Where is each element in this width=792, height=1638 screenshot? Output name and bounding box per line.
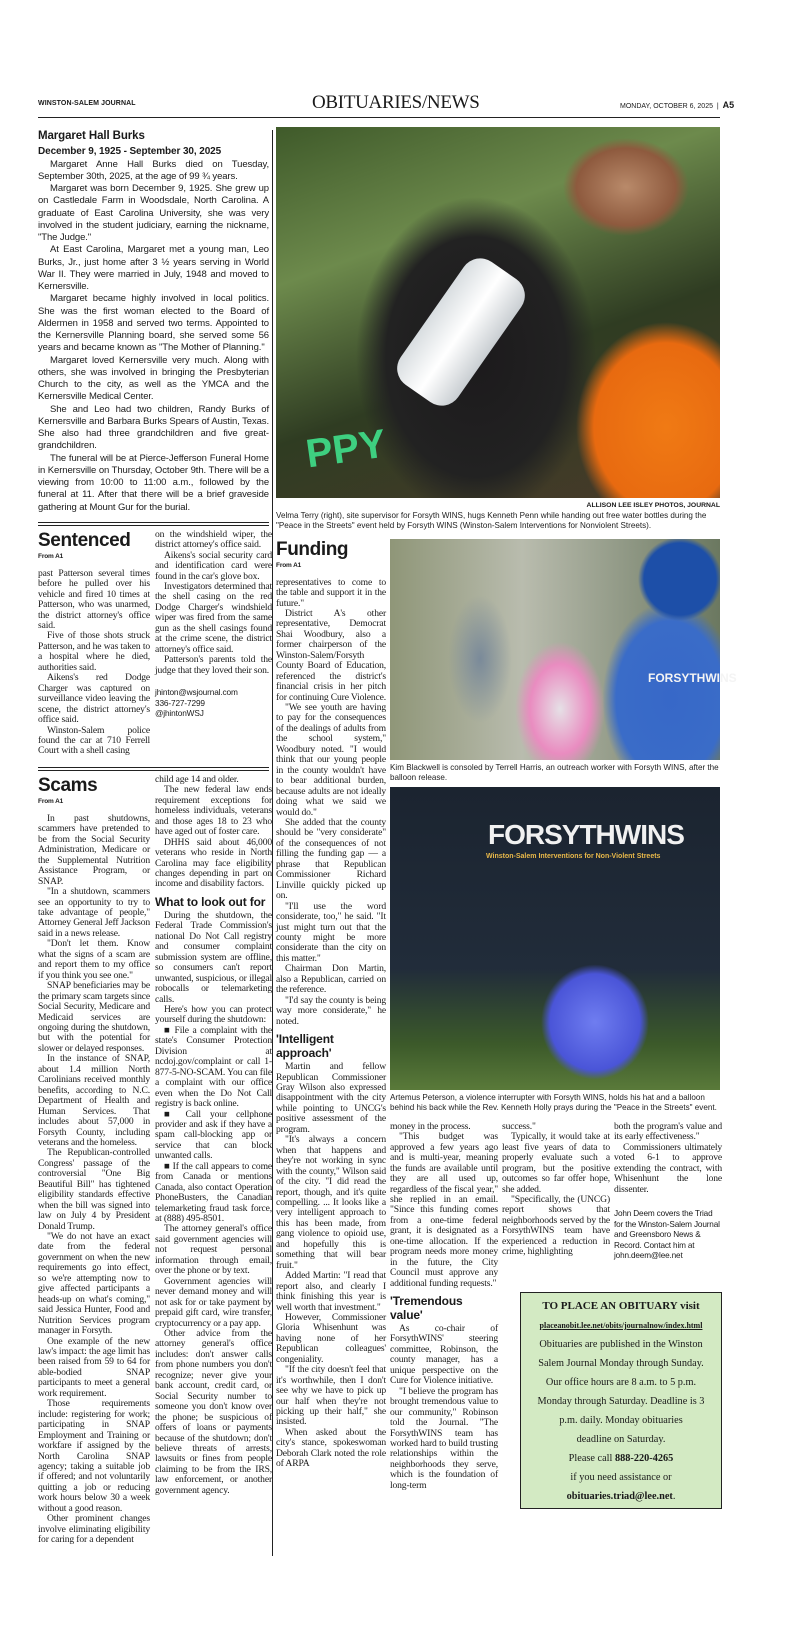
reporter-handle: @jhintonWSJ	[155, 708, 204, 719]
paragraph: "This budget was approved a few years ago and is multi-year, meaning the funds are available until they are all used up, regardless of the fiscal year," she replied in an email. "Since this funding comes from a one-time federal grant, it is designated as a one-time allocation. If the program needs more money in the future, the City Council must approve any additional funding requests."	[390, 1131, 498, 1289]
funding-col4-body	[614, 1122, 722, 1195]
paragraph: "In a shutdown, scammers see an opportunity to try to take advantage of people," Attorney General Jeff Jackson said in a news release.	[38, 886, 150, 939]
scams-column-2	[155, 775, 272, 1546]
subheading: What to look out for	[155, 894, 266, 909]
paragraph: Margaret was born December 9, 1925. She grew up on Castledale Farm in Woodsdale, North Carolina. A graduate of East Carolina University, she was very involved in the student judiciary, earning the nickname, "The Judge."	[38, 183, 269, 243]
obit-box-line: Our office hours are 8 a.m. to 5 p.m.	[545, 1376, 697, 1388]
subheading: 'Tremendous value'	[390, 1294, 463, 1323]
paragraph: success."	[502, 1120, 536, 1132]
paragraph: both the program's value and its early effectiveness."	[614, 1120, 722, 1143]
scams-story	[38, 773, 272, 1546]
paragraph: When asked about the city's stance, spokeswoman Deborah Clark noted the role of ARPA	[276, 1426, 386, 1470]
page-number: A5	[722, 100, 735, 110]
paragraph: "Specifically, the (UNCG) report shows that neighborhoods served by the ForsythWINS team have experienced a reduction in crime, highlighting	[502, 1193, 610, 1258]
obit-box-call	[523, 1449, 719, 1468]
paragraph: Here's how you can protect yourself during the shutdown:	[155, 1003, 272, 1026]
paragraph: Those requirements include: registering for work; participating in SNAP Employment and Training or workfare if assigned by the North Carolina SNAP agency; taking a suitable job if offered; and not voluntarily quitting a job or reducing work hours below 30 a week without a good reason.	[38, 1398, 150, 1514]
paragraph: Margaret Anne Hall Burks died on Tuesday, September 30th, 2025, at the age of 99 ¾ years.	[38, 158, 269, 182]
paragraph: However, Commissioner Gloria Whisenhunt was having none of her Republican colleagues' congeniality.	[276, 1311, 386, 1365]
reporter-bio: John Deem covers the Triad for the Winston-Salem Journal and Greensboro News & Record. Contact him at john.deem@lee.net	[614, 1208, 720, 1261]
shirt-logo-text: FORSYTHWINS	[648, 670, 737, 685]
main-photo-caption: Velma Terry (right), site supervisor for Forsyth WINS, hugs Kenneth Penn while handing out free water bottles during the "Peace in the Streets" event held by Forsyth WINS (Winston-Salem Interventions for Nonviolent Streets).	[276, 511, 707, 531]
paragraph: Five of those shots struck Patterson, and he was taken to a hospital where he died, authorities said.	[38, 630, 150, 673]
paragraph: child age 14 and older.	[155, 773, 239, 785]
paragraph: SNAP beneficiaries may be the primary scam targets since Social Security, Medicare and Medicaid services are ongoing during the shutdown, but with the potential for slower or delayed responses.	[38, 980, 151, 1054]
issue-date-page	[620, 100, 734, 110]
water-bottle	[389, 250, 532, 413]
paragraph: ■ File a complaint with the state's Consumer Protection Division at ncdoj.gov/complaint or call 1-877-5-NO-SCAM. You can file a complaint with our office even when the Do Not Call registry is back online.	[155, 1026, 272, 1110]
paragraph: Chairman Don Martin, also a Republican, carried on the reference.	[276, 963, 386, 996]
obit-box-link[interactable]: placeanobit.lee.net/obits/journalnow/index.html	[539, 1320, 703, 1330]
right-column-stack	[276, 127, 737, 1509]
sentenced-story	[38, 528, 272, 757]
email-suffix: .	[672, 1490, 676, 1502]
newspaper-name: WINSTON-SALEM JOURNAL	[38, 100, 136, 107]
paragraph: The attorney general's office said government agencies will not request personal information through email, over the phone or by text.	[155, 1223, 272, 1277]
funding-column-4	[614, 1122, 722, 1262]
third-photo-caption: Artemus Peterson, a violence interrupter with Forsyth WINS, holds his hat and a balloon behind his back while the Rev. Kenneth Holly prays during the "Peace in the Streets" event.	[390, 1093, 717, 1113]
paragraph: "It's always a concern when that happens and they're not working in sync with the county," Wilson said of the city. "I did read the report, though, and it's quite compelling. ... It looks like a very intelligent approach to this has been made, from gang violence to opioid use, and hopefully this is something that will bear fruit."	[276, 1134, 386, 1271]
paragraph: Winston-Salem police found the car at 710 Ferrell Court with a shell casing	[38, 724, 150, 757]
paragraph: on the windshield wiper, the district attorney's office said.	[155, 528, 272, 551]
obituary	[38, 130, 269, 514]
reporter-contact	[155, 687, 272, 719]
call-prefix: Please call	[568, 1452, 615, 1464]
scams-column-1	[38, 775, 150, 1546]
place-obituary-box	[520, 1292, 722, 1509]
obit-phone: 888-220-4265	[614, 1452, 674, 1464]
obit-box-line: deadline on Saturday.	[576, 1433, 666, 1445]
paragraph: Other advice from the attorney general's office includes: don't answer calls from phone numbers you don't recognize; never give your bank account, credit card, or Social Security number to someone you don't know over the phone; be suspicious of offers of loans or payments because of the shutdown; don't believe threats of arrests, lawsuits or fines from people claiming to be from the IRS, law enforcement, or another government agency.	[155, 1328, 272, 1496]
obit-email[interactable]: obituaries.triad@lee.net	[566, 1490, 673, 1502]
paragraph: She and Leo had two children, Randy Burks of Kernersville and Barbara Burks Spears of Austin, Texas. She also had three grandchildren and five great-grandchildren.	[38, 403, 269, 452]
jump-line: From A1	[38, 797, 64, 805]
photo-credit: ALLISON LEE ISLEY PHOTOS, JOURNAL	[586, 502, 720, 509]
paragraph: Investigators determined that the shell casing on the red Dodge Charger's windshield wiper was fired from the same gun as the shell casings found at the crime scene, the district attorney's office said.	[155, 581, 272, 655]
funding-lower-columns	[390, 1122, 722, 1509]
jump-line: From A1	[38, 552, 64, 560]
paragraph: District A's other representative, Democrat Shai Woodbury, also a former chairperson of the Winston-Salem/Forsyth County Board of Education, referenced the district's financial crisis in her pitch for continuing Cure Violence.	[276, 607, 386, 703]
paragraph: representatives to come to the table and support it in the future."	[276, 576, 386, 609]
scams-col1-body	[38, 814, 150, 1546]
sentenced-column-1	[38, 530, 150, 757]
paragraph: DHHS said about 46,000 veterans who reside in North Carolina may face eligibility changes depending in part on income and disability factors.	[155, 836, 272, 890]
paragraph: During the shutdown, the Federal Trade Commission's national Do Not Call registry and consumer complaint submission system are offline, so consumers can't report unwanted, suspicious, or illegal robocalls or telemarketing calls.	[155, 909, 272, 1005]
paragraph: "We see youth are having to pay for the consequences of the dealings of adults from the school system," Woodbury noted. "I would think that our young people in the county wouldn't have to bear additional burden, because adults are not ideally doing what we said we would do."	[276, 702, 386, 818]
paragraph: One example of the new law's impact: the age limit has been raised from 59 to 64 for able-bodied SNAP participants to meet a general work requirement.	[38, 1335, 150, 1399]
headline-scams: Scams	[38, 774, 98, 796]
obituary-body	[38, 159, 269, 514]
section-title: OBITUARIES/NEWS	[312, 92, 480, 113]
sentenced-column-2	[155, 530, 272, 757]
paragraph: "I'll use the word considerate, too," he said. "It just might turn out that the county might be more considerate than the city on this matter."	[276, 900, 386, 964]
obit-box-line: if you need assistance or	[570, 1471, 672, 1483]
obit-box-email-line	[523, 1487, 719, 1506]
paragraph: past Patterson several times before he pulled over his vehicle and fired 10 times at Patterson, who was unarmed, the district attorney's office said.	[38, 567, 150, 632]
headline-funding: Funding	[276, 538, 349, 560]
funding-col1-body	[276, 578, 386, 1470]
paragraph: As co-chair of ForsythWINS' steering committee, Robinson, the county manager, has a unique perspective on the Cure for Violence initiative.	[390, 1323, 498, 1387]
shirt-logo-text: FORSYTHWINS	[488, 819, 684, 851]
paragraph: "If the city doesn't feel that it's worthwhile, then I don't see why we have to pick up our half when they're not picking up their half," she insisted.	[276, 1364, 386, 1428]
main-photo	[276, 127, 720, 498]
paragraph: Margaret loved Kernersville very much. Along with others, she was involved in bringing the Presbyterian Church to the city, as well as the YMCA and the Kernersville Medical Center.	[38, 354, 269, 403]
paragraph: Commissioners ultimately voted 6-1 to approve extending the contract, with Whisenhunt the lone dissenter.	[614, 1141, 722, 1195]
paragraph: money in the process.	[390, 1120, 471, 1132]
story-rule	[38, 522, 269, 526]
obituary-name: Margaret Hall Burks	[38, 130, 145, 142]
second-photo	[390, 539, 737, 760]
paragraph: Margaret became highly involved in local politics. She was the first woman elected to the Board of Aldermen in 1958 and served two terms. Appointed to the Kernersville Planning board, she served some 56 years and became known as "The Mother of Planning."	[38, 293, 269, 354]
funding-story	[276, 538, 737, 1509]
paragraph: Other prominent changes involve eliminating eligibility for caring for a dependent	[38, 1513, 150, 1546]
header-rule	[38, 117, 720, 118]
funding-column-3	[502, 1122, 610, 1258]
paragraph: The new federal law ends requirement exceptions for homeless individuals, veterans and those ages 18 to 23 who have aged out of foster care.	[155, 784, 272, 838]
paragraph: Aikens's social security card and identification card were found in the car's glove box.	[155, 549, 272, 582]
paragraph: "I'd say the county is being way more considerate," he noted.	[276, 994, 386, 1027]
paragraph: The Republican-controlled Congress' passage of the controversial "One Big Beautiful Bill" has tightened eligibility standards effective when the bill was signed into law on July 4 by President Donald Trump.	[38, 1147, 150, 1232]
paragraph: In past shutdowns, scammers have pretended to be from the Social Security Administration, Medicare or the Supplemental Nutrition Assistance Program, or SNAP.	[38, 812, 150, 887]
paragraph: ■ Call your cellphone provider and ask if they have a spam call-blocking app or service that can block unwanted calls.	[155, 1110, 272, 1162]
paragraph: "Don't let them. Know what the signs of a scam are and report them to my office if you think you see one."	[38, 938, 150, 981]
sentenced-col2-body	[155, 530, 272, 676]
obit-box-line: Obituaries are published in the Winston	[539, 1338, 703, 1350]
subheading: 'Intelligent approach'	[276, 1032, 334, 1061]
paragraph: Patterson's parents told the judge that they loved their son.	[155, 654, 272, 676]
paragraph: She added that the county should be "very considerate" of the consequences of not filling the funding gap — a phrase that Republican Commissioner Richard Linville quickly picked up on.	[276, 817, 386, 902]
shirt-subtext: Winston-Salem Interventions for Non-Violent Streets	[486, 853, 661, 861]
funding-column-1	[276, 539, 386, 1509]
paragraph: Martin and fellow Republican Commissioner Gray Wilson also expressed disappointment with the city while pointing to UNCG's positive assessment of the program.	[276, 1061, 386, 1135]
paragraph: In the instance of SNAP, about 1.4 million North Carolinians received monthly benefits, according to N.C. Department of Health and Human Services. That includes about 57,000 in Forsyth County, including veterans and the homeless.	[38, 1053, 150, 1148]
funding-right-area	[390, 539, 737, 1509]
reporter-phone: 336-727-7299	[155, 697, 205, 708]
obit-box-title: TO PLACE AN OBITUARY visit	[542, 1299, 700, 1312]
obit-box-line: Salem Journal Monday through Sunday.	[538, 1357, 704, 1369]
paragraph: Government agencies will never demand money and will not ask for or take payment by prepaid gift card, wire transfer, cryptocurrency or a pay app.	[155, 1275, 272, 1329]
headline-sentenced: Sentenced	[38, 529, 131, 551]
obit-box-line: p.m. daily. Monday obituaries	[559, 1414, 683, 1426]
funding-column-2	[390, 1122, 498, 1492]
paragraph: Typically, it would take at least five years of data to properly evaluate such a program, but the positive outcomes so far offer hope, she added.	[502, 1131, 610, 1195]
second-photo-caption: Kim Blackwell is consoled by Terrell Harris, an outreach worker with Forsyth WINS, after the balloon release.	[390, 762, 719, 782]
paragraph: Added Martin: "I read that report also, and clearly I think finishing this year is well worth that investment."	[276, 1270, 386, 1313]
left-column-stack	[38, 130, 273, 1556]
sentenced-col1-body	[38, 569, 150, 757]
separator: |	[716, 103, 719, 110]
obituary-dates: December 9, 1925 - September 30, 2025	[38, 146, 222, 158]
issue-date: MONDAY, OCTOBER 6, 2025	[620, 103, 713, 110]
paragraph: "We do not have an exact date from the federal government on when the new requirements go into effect, so we're attempting now to give affected participants a heads-up on what's coming," said Jessica Hunter, Food and Nutrition Services program manager in Forsyth.	[38, 1231, 150, 1337]
paragraph: ■ If the call appears to come from Canada or mentions Canada, also contact Operation PhoneBusters, the Canadian telemarketing fraud task force, at (888) 495-8501.	[155, 1162, 272, 1225]
story-rule	[38, 767, 269, 771]
reporter-email[interactable]: jhinton@wsjournal.com	[155, 687, 238, 698]
paragraph: Aikens's red Dodge Charger was captured on surveillance video leaving the scene, the district attorney's office said.	[38, 672, 150, 726]
paragraph: At East Carolina, Margaret met a young man, Leo Burks, Jr., just home after 3 ½ years serving in World War II. They were married in July, 1948 and moved to Kernersville.	[38, 244, 269, 292]
shirt-lettering: PPY	[303, 421, 389, 477]
paragraph: The funeral will be at Pierce-Jefferson Funeral Home in Kernersville on Thursday, October 9th. There will be a viewing from 10:00 to 11:00 a.m., followed by the funeral at 11. After that there will be a brief graveside gathering at Mount Gur for the burial.	[38, 452, 269, 513]
third-photo	[390, 787, 720, 1090]
paragraph: "I believe the program has brought tremendous value to our community," Robinson told the Journal. "The ForsythWINS team has worked hard to build trusting relationships within the neighborhoods they serve, which is the foundation of long-term	[390, 1385, 498, 1491]
jump-line: From A1	[276, 561, 302, 569]
obit-box-line: Monday through Saturday. Deadline is 3	[537, 1395, 705, 1407]
